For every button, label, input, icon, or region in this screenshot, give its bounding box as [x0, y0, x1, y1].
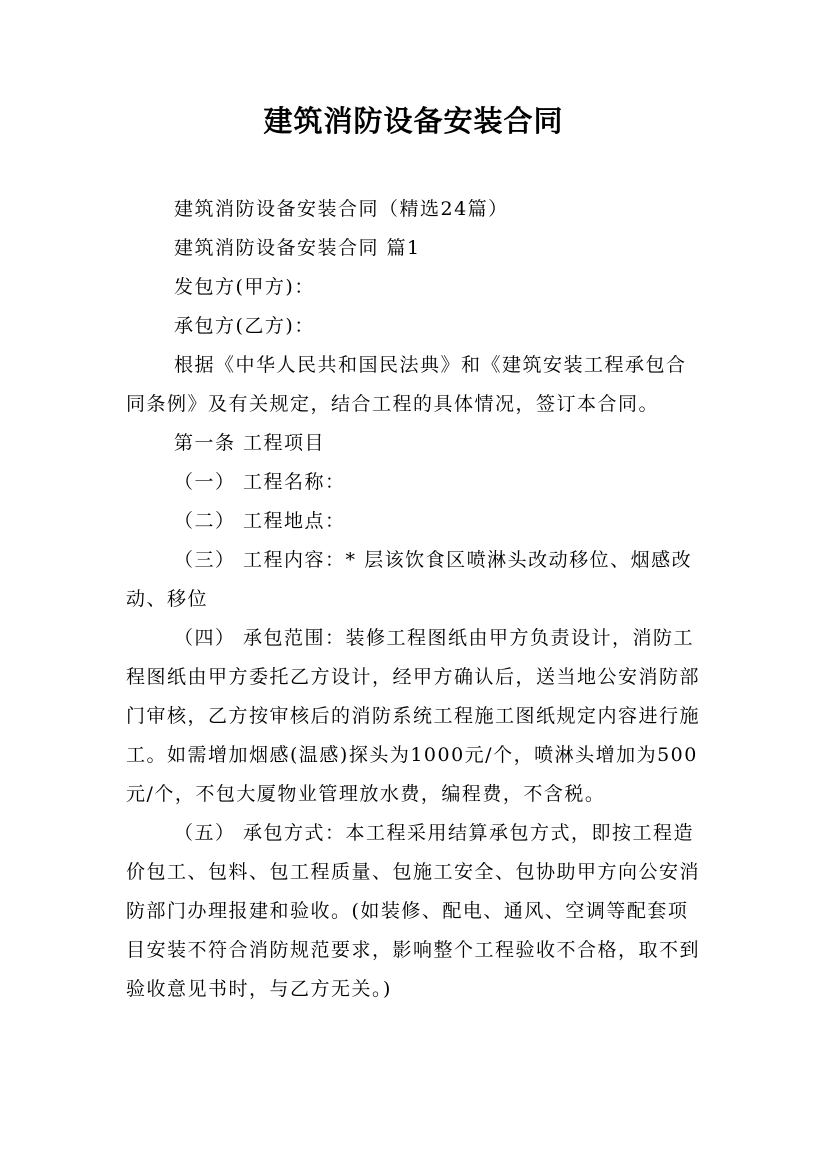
paragraph-subtitle: 建筑消防设备安装合同（精选24篇）	[174, 198, 509, 220]
paragraph-article-1: 第一条 工程项目	[174, 432, 326, 454]
paragraph-contract-scope: （四） 承包范围：装修工程图纸由甲方负责设计，消防工程图纸由甲方委托乙方设计，经甲方确认后，送当地公安消防部门审核，乙方按审核后的消防系统工程施工图纸规定内容进行施工。如需增加烟感(温感)探头为1000元/个，喷淋头增加为500元/个，不包大厦物业管理放水费，编程费，不含税。	[126, 627, 701, 805]
paragraph-contract-method: （五） 承包方式：本工程采用结算承包方式，即按工程造价包工、包料、包工程质量、包施工安全、包协助甲方向公安消防部门办理报建和验收。(如装修、配电、通风、空调等配套项目安装不符合消防规范要求，影响整个工程验收不合格，取不到验收意见书时，与乙方无关。)	[126, 822, 701, 1000]
paragraph-project-name: （一） 工程名称：	[174, 471, 346, 493]
paragraph-project-location: （二） 工程地点：	[174, 510, 346, 532]
paragraph-party-b: 承包方(乙方)：	[174, 315, 315, 337]
paragraph-party-a: 发包方(甲方)：	[174, 276, 315, 298]
document-title: 建筑消防设备安装合同	[263, 104, 564, 138]
paragraph-section-heading: 建筑消防设备安装合同 篇1	[174, 237, 421, 259]
paragraph-preamble: 根据《中华人民共和国民法典》和《建筑安装工程承包合同条例》及有关规定，结合工程的具体情况，签订本合同。	[126, 354, 687, 415]
paragraph-project-content: （三） 工程内容：* 层该饮食区喷淋头改动移位、烟感改动、移位	[126, 549, 693, 610]
document-body	[126, 190, 706, 1009]
